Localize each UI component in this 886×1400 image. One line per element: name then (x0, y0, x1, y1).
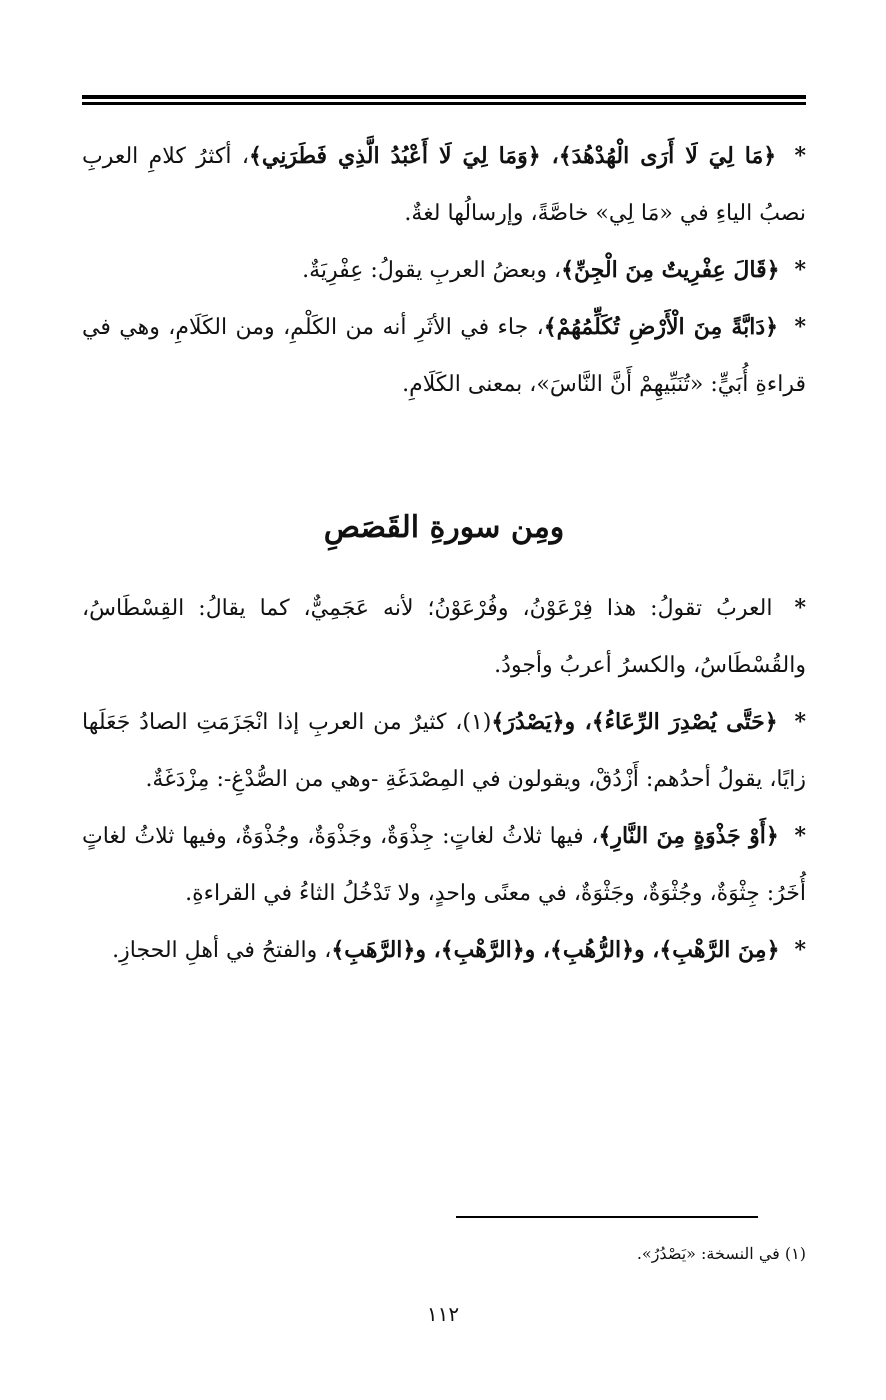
entry-text: ، والفتحُ في أهلِ الحجازِ. (112, 938, 332, 963)
qasas-entry-1 (82, 580, 806, 694)
section-heading: ومِن سورةِ القَصَصِ (323, 510, 565, 545)
naml-section (82, 128, 806, 413)
bullet-star: * (794, 709, 806, 735)
top-rule-thin (82, 102, 806, 105)
naml-entry-1 (82, 128, 806, 242)
bullet-star: * (794, 314, 807, 340)
top-rule-thick (82, 95, 806, 99)
bullet-star: * (794, 595, 806, 621)
bullet-star: * (794, 937, 806, 963)
footnote: (١) في النسخة: «يَصْدُرُ». (636, 1244, 806, 1263)
entry-text: ، وبعضُ العربِ يقولُ: عِفْرِيَةٌ. (302, 258, 562, 283)
entry-text: ، أكثرُ كلامِ العربِ نصبُ الياءِ في «مَا لِي» خاصَّةً، وإرسالُها لغةٌ. (82, 144, 806, 226)
quran-quote: ﴿حَتَّى يُصْدِرَ الرِّعَاءُ﴾، و﴿يَصْدُرَ﴾ (491, 709, 778, 735)
quran-quote: ﴿قَالَ عِفْرِيتٌ مِنَ الْجِنِّ﴾ (561, 257, 780, 283)
quran-quote: ﴿أَوْ جَذْوَةٍ مِنَ النَّارِ﴾ (598, 823, 779, 849)
quran-quote: ﴿مَا لِيَ لَا أَرَى الْهُدْهُدَ﴾، ﴿وَمَا لِيَ لَا أَعْبُدُ الَّذِي فَطَرَنِي﴾ (248, 143, 777, 169)
qasas-entry-2 (82, 694, 806, 808)
entry-text: ، جاء في الأثَرِ أنه من الكَلْمِ، ومن الكَلَامِ، وهي في قراءةِ أُبَيٍّ: «تُنَبِّيهِمْ أَنَّ النَّاسَ»، بمعنى الكَلَامِ. (82, 315, 806, 397)
naml-entry-3 (82, 299, 806, 413)
quran-quote: ﴿دَابَّةً مِنَ الْأَرْضِ تُكَلِّمُهُمْ﴾ (543, 314, 779, 340)
quran-quote: ﴿مِنَ الرَّهْبِ﴾، و﴿الرُّهُبِ﴾، و﴿الرَّهْبِ﴾، و﴿الرَّهَبِ﴾ (331, 937, 780, 963)
bullet-star: * (794, 823, 807, 849)
qasas-entry-4 (82, 922, 806, 979)
naml-entry-2 (82, 242, 806, 299)
bullet-star: * (794, 143, 807, 169)
entry-text: ، فيها ثلاثُ لغاتٍ: جِذْوَةٌ، وجَذْوَةٌ، وجُذْوَةٌ، وفيها ثلاثُ لغاتٍ أُخَرُ: جِثْوَةٌ، وجُثْوَةٌ، وجَثْوَةٌ، في معنًى واحدٍ، ولا تَدْخُلُ الثاءُ في القراءةِ. (82, 824, 806, 906)
entry-text: العربُ تقولُ: هذا فِرْعَوْنُ، وفُرْعَوْنُ؛ لأنه عَجَمِيٌّ، كما يقالُ: القِسْطَاسُ، والقُسْطَاسُ، والكسرُ أعربُ وأجودُ. (82, 596, 806, 678)
qasas-entry-3 (82, 808, 806, 922)
bullet-star: * (794, 257, 806, 283)
entry-text: (١)، كثيرٌ من العربِ إذا انْجَزَمَتِ الصادُ جَعَلَها زايًا، يقولُ أحدُهم: أَزْدُقْ، ويقولون في المِصْدَغَةِ -وهي من الصُّدْغِ-: مِزْدَغَةٌ. (82, 710, 806, 792)
qasas-section (82, 580, 806, 979)
page-number: ١١٢ (426, 1302, 460, 1326)
footnote-rule (456, 1216, 758, 1218)
